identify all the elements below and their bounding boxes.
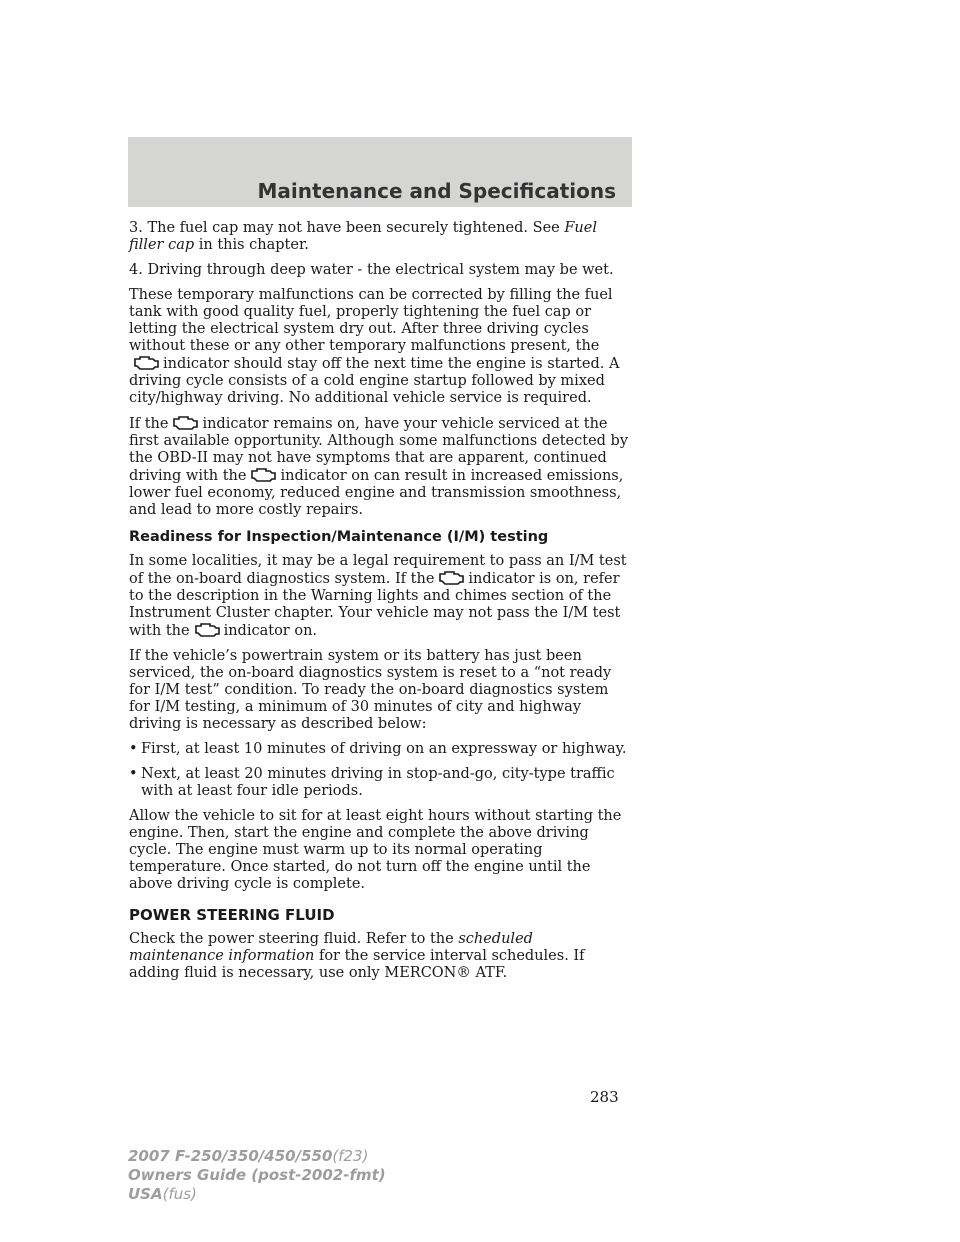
scheduled-maintenance-reference: scheduled maintenance information [129, 931, 533, 964]
heading-readiness: Readiness for Inspection/Maintenance (I/M) testing [129, 529, 549, 545]
paragraph-powertrain-serviced: If the vehicle’s powertrain system or its battery has just been serviced, the on-board diagnostics system is reset to a “not ready for I/M test” condition. To ready the on-board diagnostics system for I/M testing, a minimum of 30 minutes of city and highway driving is necessary as described below: [129, 648, 612, 732]
paragraph-deep-water: 4. Driving through deep water - the electrical system may be wet. [129, 262, 614, 278]
footer-line-2: Owners Guide (post-2002-fmt) [128, 1166, 386, 1184]
page-content [129, 220, 629, 990]
bullet-icon: • [129, 766, 138, 782]
bullet-icon: • [129, 741, 138, 757]
paragraph-im-test: In some localities, it may be a legal requirement to pass an I/M test of the on-board diagnostics system. If the indicator is on, refer to the description in the Warning lights and chimes section of the Instrument Cluster chapter. Your vehicle may not pass the I/M test with the indicator on. [129, 553, 627, 639]
fuel-filler-cap-reference: Fuel filler cap [129, 220, 597, 253]
check-engine-icon [437, 570, 465, 585]
paragraph-fuel-cap: 3. The fuel cap may not have been securely tightened. See Fuel filler cap in this chapter. [129, 220, 597, 253]
check-engine-icon [132, 355, 160, 370]
paragraph-indicator-remains-on: If the indicator remains on, have your vehicle serviced at the first available opportunity. Although some malfunctions detected by the OBD-II may not have symptoms that are apparent, continued driving with the indicator on can result in increased emissions, lower fuel economy, reduced engine and transmission smoothness, and lead to more costly repairs. [129, 416, 629, 518]
footer-line-1: 2007 F-250/350/450/550(f23) [128, 1147, 369, 1165]
check-engine-icon [193, 622, 221, 637]
list-item: • First, at least 10 minutes of driving on an expressway or highway. [129, 741, 627, 757]
check-engine-icon [249, 467, 277, 482]
footer-line-3: USA(fus) [128, 1185, 197, 1203]
heading-power-steering: POWER STEERING FLUID [129, 906, 335, 924]
footer [128, 1147, 386, 1204]
paragraph-temporary-malfunctions: These temporary malfunctions can be corrected by filling the fuel tank with good quality fuel, properly tightening the fuel cap or letting the electrical system dry out. After three driving cycles without these or any other temporary malfunctions present, theindicator should stay off the next time the engine is started. A driving cycle consists of a cold engine startup followed by mixed city/highway driving. No additional vehicle service is required. [129, 287, 620, 406]
list-item: • Next, at least 20 minutes driving in stop-and-go, city-type traffic with at least four idle periods. [129, 766, 615, 799]
section-title: Maintenance and Specifications [257, 179, 616, 203]
check-engine-icon [171, 415, 199, 430]
page-number: 283 [590, 1088, 619, 1106]
paragraph-allow-vehicle-sit: Allow the vehicle to sit for at least eight hours without starting the engine. Then, start the engine and complete the above driving cycle. The engine must warm up to its normal operating temperature. Once started, do not turn off the engine until the above driving cycle is complete. [129, 808, 622, 892]
paragraph-power-steering: Check the power steering fluid. Refer to the scheduled maintenance information for the service interval schedules. If adding fluid is necessary, use only MERCON® ATF. [129, 931, 585, 981]
section-header [128, 137, 632, 207]
